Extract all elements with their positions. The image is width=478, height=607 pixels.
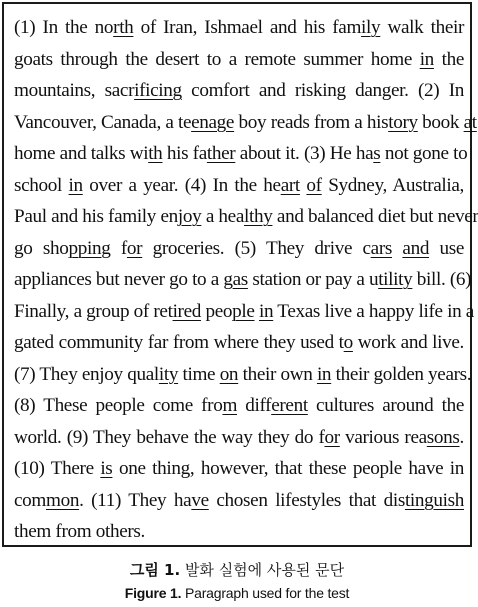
underlined-segment: ther	[206, 143, 236, 164]
caption-ko-label: 그림 1.	[129, 561, 181, 579]
underlined-segment: enage	[191, 111, 235, 133]
paragraph-line: world. (9) They behave the way they do for various reasons.	[14, 426, 464, 448]
underlined-segment: ired	[172, 300, 201, 322]
underlined-segment: as	[232, 269, 248, 290]
underlined-segment: ars	[370, 237, 392, 259]
underlined-segment: pping	[68, 237, 111, 259]
paragraph-line: appliances but never go to a gas station or pay a utility bill. (6)	[14, 269, 472, 290]
underlined-segment: o	[343, 332, 353, 353]
paragraph-line: Vancouver, Canada, a teenage boy reads from a history book at	[14, 111, 477, 133]
underlined-segment: erent	[271, 395, 308, 416]
paragraph-line: gated community far from where they used to work and live.	[14, 332, 464, 353]
underlined-segment: tility	[378, 269, 413, 290]
underlined-segment: joy	[177, 206, 202, 227]
underlined-segment: s	[373, 143, 381, 164]
figure-caption-korean	[0, 560, 474, 580]
caption-en-text: Paragraph used for the test	[181, 585, 350, 601]
caption-ko-text: 발화 실험에 사용된 문단	[180, 561, 345, 579]
paragraph-line: (1) In the north of Iran, Ishmael and his family walk their	[14, 17, 465, 38]
paragraph-line: Finally, a group of retired people in Texas live a happy life in a	[14, 300, 474, 322]
caption-en-label: Figure 1.	[124, 585, 182, 601]
underlined-segment: ificing	[134, 80, 182, 101]
paragraph-line: Paul and his family enjoy a healthy and balanced diet but never	[14, 206, 478, 227]
underlined-segment: of	[306, 174, 322, 196]
paragraph-box	[2, 2, 478, 547]
underlined-segment: sons	[426, 426, 460, 448]
underlined-segment: th	[148, 143, 163, 164]
underlined-segment: in	[419, 48, 434, 70]
paragraph-line: home and talks with his father about it. (3) He has not gone to	[14, 143, 468, 164]
paragraph-line: (8) These people come from different cultures around the	[14, 395, 464, 416]
underlined-segment: ily	[361, 17, 381, 38]
underlined-segment: ve	[191, 489, 209, 511]
underlined-segment: ity	[158, 363, 179, 385]
paragraph-line: (7) They enjoy quality time on their own in their golden years.	[14, 363, 472, 385]
underlined-segment: in	[316, 363, 332, 385]
underlined-segment: tory	[388, 111, 418, 133]
paragraph-line: mountains, sacrificing comfort and risking danger. (2) In	[14, 80, 464, 101]
underlined-segment: is	[100, 458, 113, 479]
underlined-segment: at	[463, 111, 477, 133]
underlined-segment: and	[402, 237, 430, 259]
paragraph-line: school in over a year. (4) In the heart of Sydney, Australia,	[14, 174, 464, 196]
paragraph-line: goats through the desert to a remote summer home in the	[14, 48, 464, 70]
underlined-segment: or	[324, 426, 340, 448]
paragraph-line: (10) There is one thing, however, that these people have in	[14, 458, 465, 479]
underlined-segment: or	[126, 237, 143, 259]
underlined-segment: rth	[113, 17, 134, 38]
paragraph-line: common. (11) They have chosen lifestyles that distinguish	[14, 489, 464, 511]
underlined-segment: tinguish	[404, 489, 464, 511]
underlined-segment: m	[222, 395, 238, 416]
underlined-segment: ple	[232, 300, 255, 322]
underlined-segment: in	[68, 174, 83, 196]
paragraph-line: go shopping for groceries. (5) They drive cars and use	[14, 237, 464, 259]
paragraph-line: them from others.	[14, 521, 145, 542]
figure-caption-english	[0, 584, 474, 602]
underlined-segment: lthy	[244, 206, 273, 227]
test-paragraph	[14, 12, 478, 548]
underlined-segment: in	[258, 300, 274, 322]
underlined-segment: art	[280, 174, 300, 196]
underlined-segment: on	[219, 363, 239, 385]
underlined-segment: mon	[46, 489, 80, 511]
